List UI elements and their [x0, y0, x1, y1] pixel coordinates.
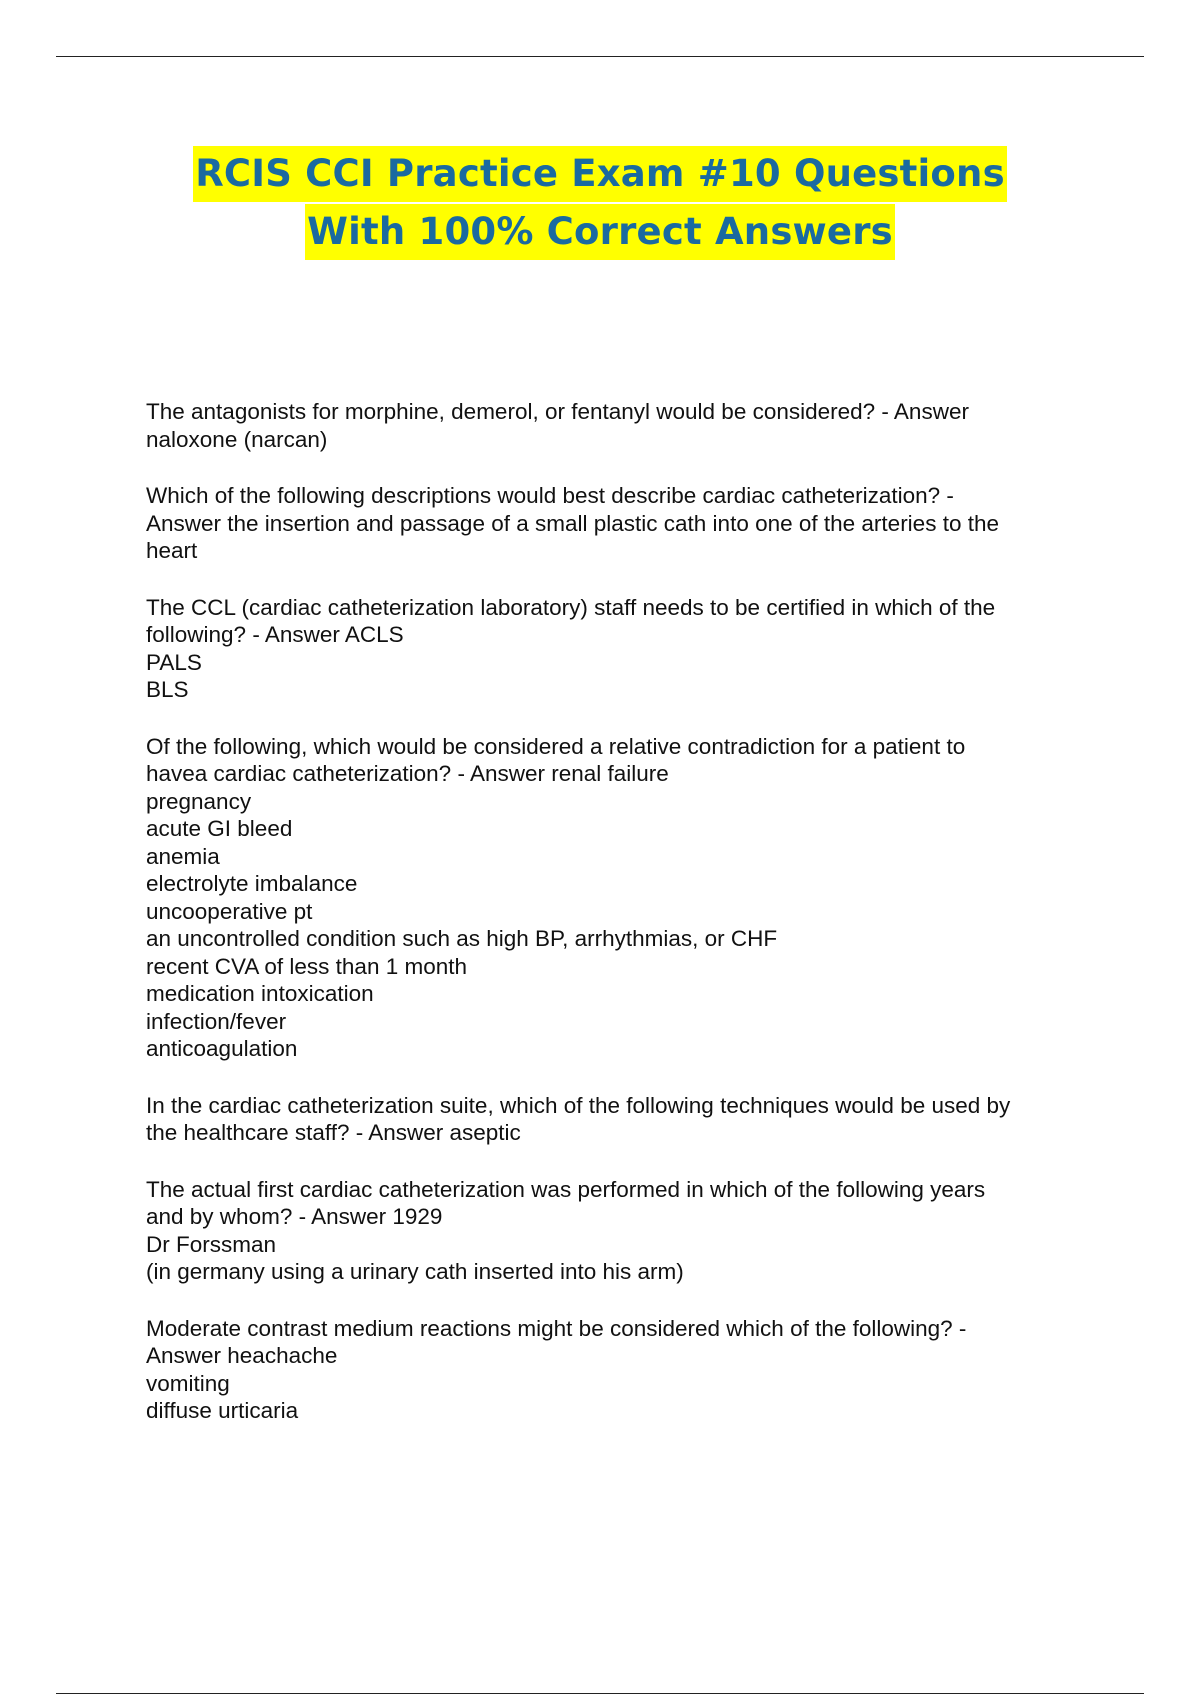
answer-line: and by whom? - Answer 1929 [146, 1204, 443, 1229]
title-line-1: RCIS CCI Practice Exam #10 Questions [193, 146, 1007, 202]
answer-line: an uncontrolled condition such as high BP, arrhythmias, or CHF [146, 926, 778, 951]
question-text: The CCL (cardiac catheterization laboratory) staff needs to be certified in which of the [146, 594, 996, 620]
answer-line: naloxone (narcan) [146, 426, 328, 452]
qa-item [146, 594, 1086, 704]
answer-line: havea cardiac catheterization? - Answer renal failure [146, 761, 669, 786]
answer-line: diffuse urticaria [146, 1398, 299, 1423]
answer-line: acute GI bleed [146, 816, 293, 841]
question-text: Moderate contrast medium reactions might be considered which of the following? - [146, 1315, 967, 1341]
qa-item [146, 1315, 1086, 1425]
document-title [0, 146, 1200, 262]
answer-line: following? - Answer ACLS [146, 622, 404, 647]
answer-line: the healthcare staff? - Answer aseptic [146, 1120, 521, 1145]
answer-line: vomiting [146, 1370, 230, 1396]
answer-line: anemia [146, 843, 220, 869]
header-rule [56, 56, 1144, 57]
question-text: Of the following, which would be considered a relative contradiction for a patient to [146, 733, 966, 759]
answer-line: pregnancy [146, 788, 252, 814]
question-text: The antagonists for morphine, demerol, or fentanyl would be considered? - Answer [146, 399, 969, 424]
qa-item [146, 482, 1086, 565]
footer-rule [56, 1693, 1144, 1694]
qa-item [146, 1092, 1086, 1147]
answer-line: uncooperative pt [146, 898, 313, 924]
answer-line: Dr Forssman [146, 1231, 277, 1257]
question-text: Which of the following descriptions would best describe cardiac catheterization? - [146, 483, 954, 508]
answer-line: (in germany using a urinary cath inserted into his arm) [146, 1259, 684, 1284]
answer-line: Answer the insertion and passage of a small plastic cath into one of the arteries to the [146, 510, 999, 536]
answer-line: BLS [146, 677, 189, 702]
answer-line: infection/fever [146, 1008, 287, 1034]
answer-line: PALS [146, 649, 202, 675]
qa-item [146, 1176, 1086, 1286]
answer-line: medication intoxication [146, 981, 374, 1006]
answer-line: recent CVA of less than 1 month [146, 953, 468, 979]
qa-list [146, 398, 1086, 1454]
qa-item [146, 733, 1086, 1063]
question-text: In the cardiac catheterization suite, which of the following techniques would be used by [146, 1092, 1011, 1118]
title-line-2: With 100% Correct Answers [305, 204, 895, 260]
question-text: The actual first cardiac catheterization was performed in which of the following years [146, 1176, 986, 1202]
qa-item [146, 398, 1086, 453]
answer-line: electrolyte imbalance [146, 871, 358, 896]
answer-line: Answer heachache [146, 1343, 338, 1368]
answer-line: heart [146, 538, 198, 563]
answer-line: anticoagulation [146, 1036, 298, 1061]
